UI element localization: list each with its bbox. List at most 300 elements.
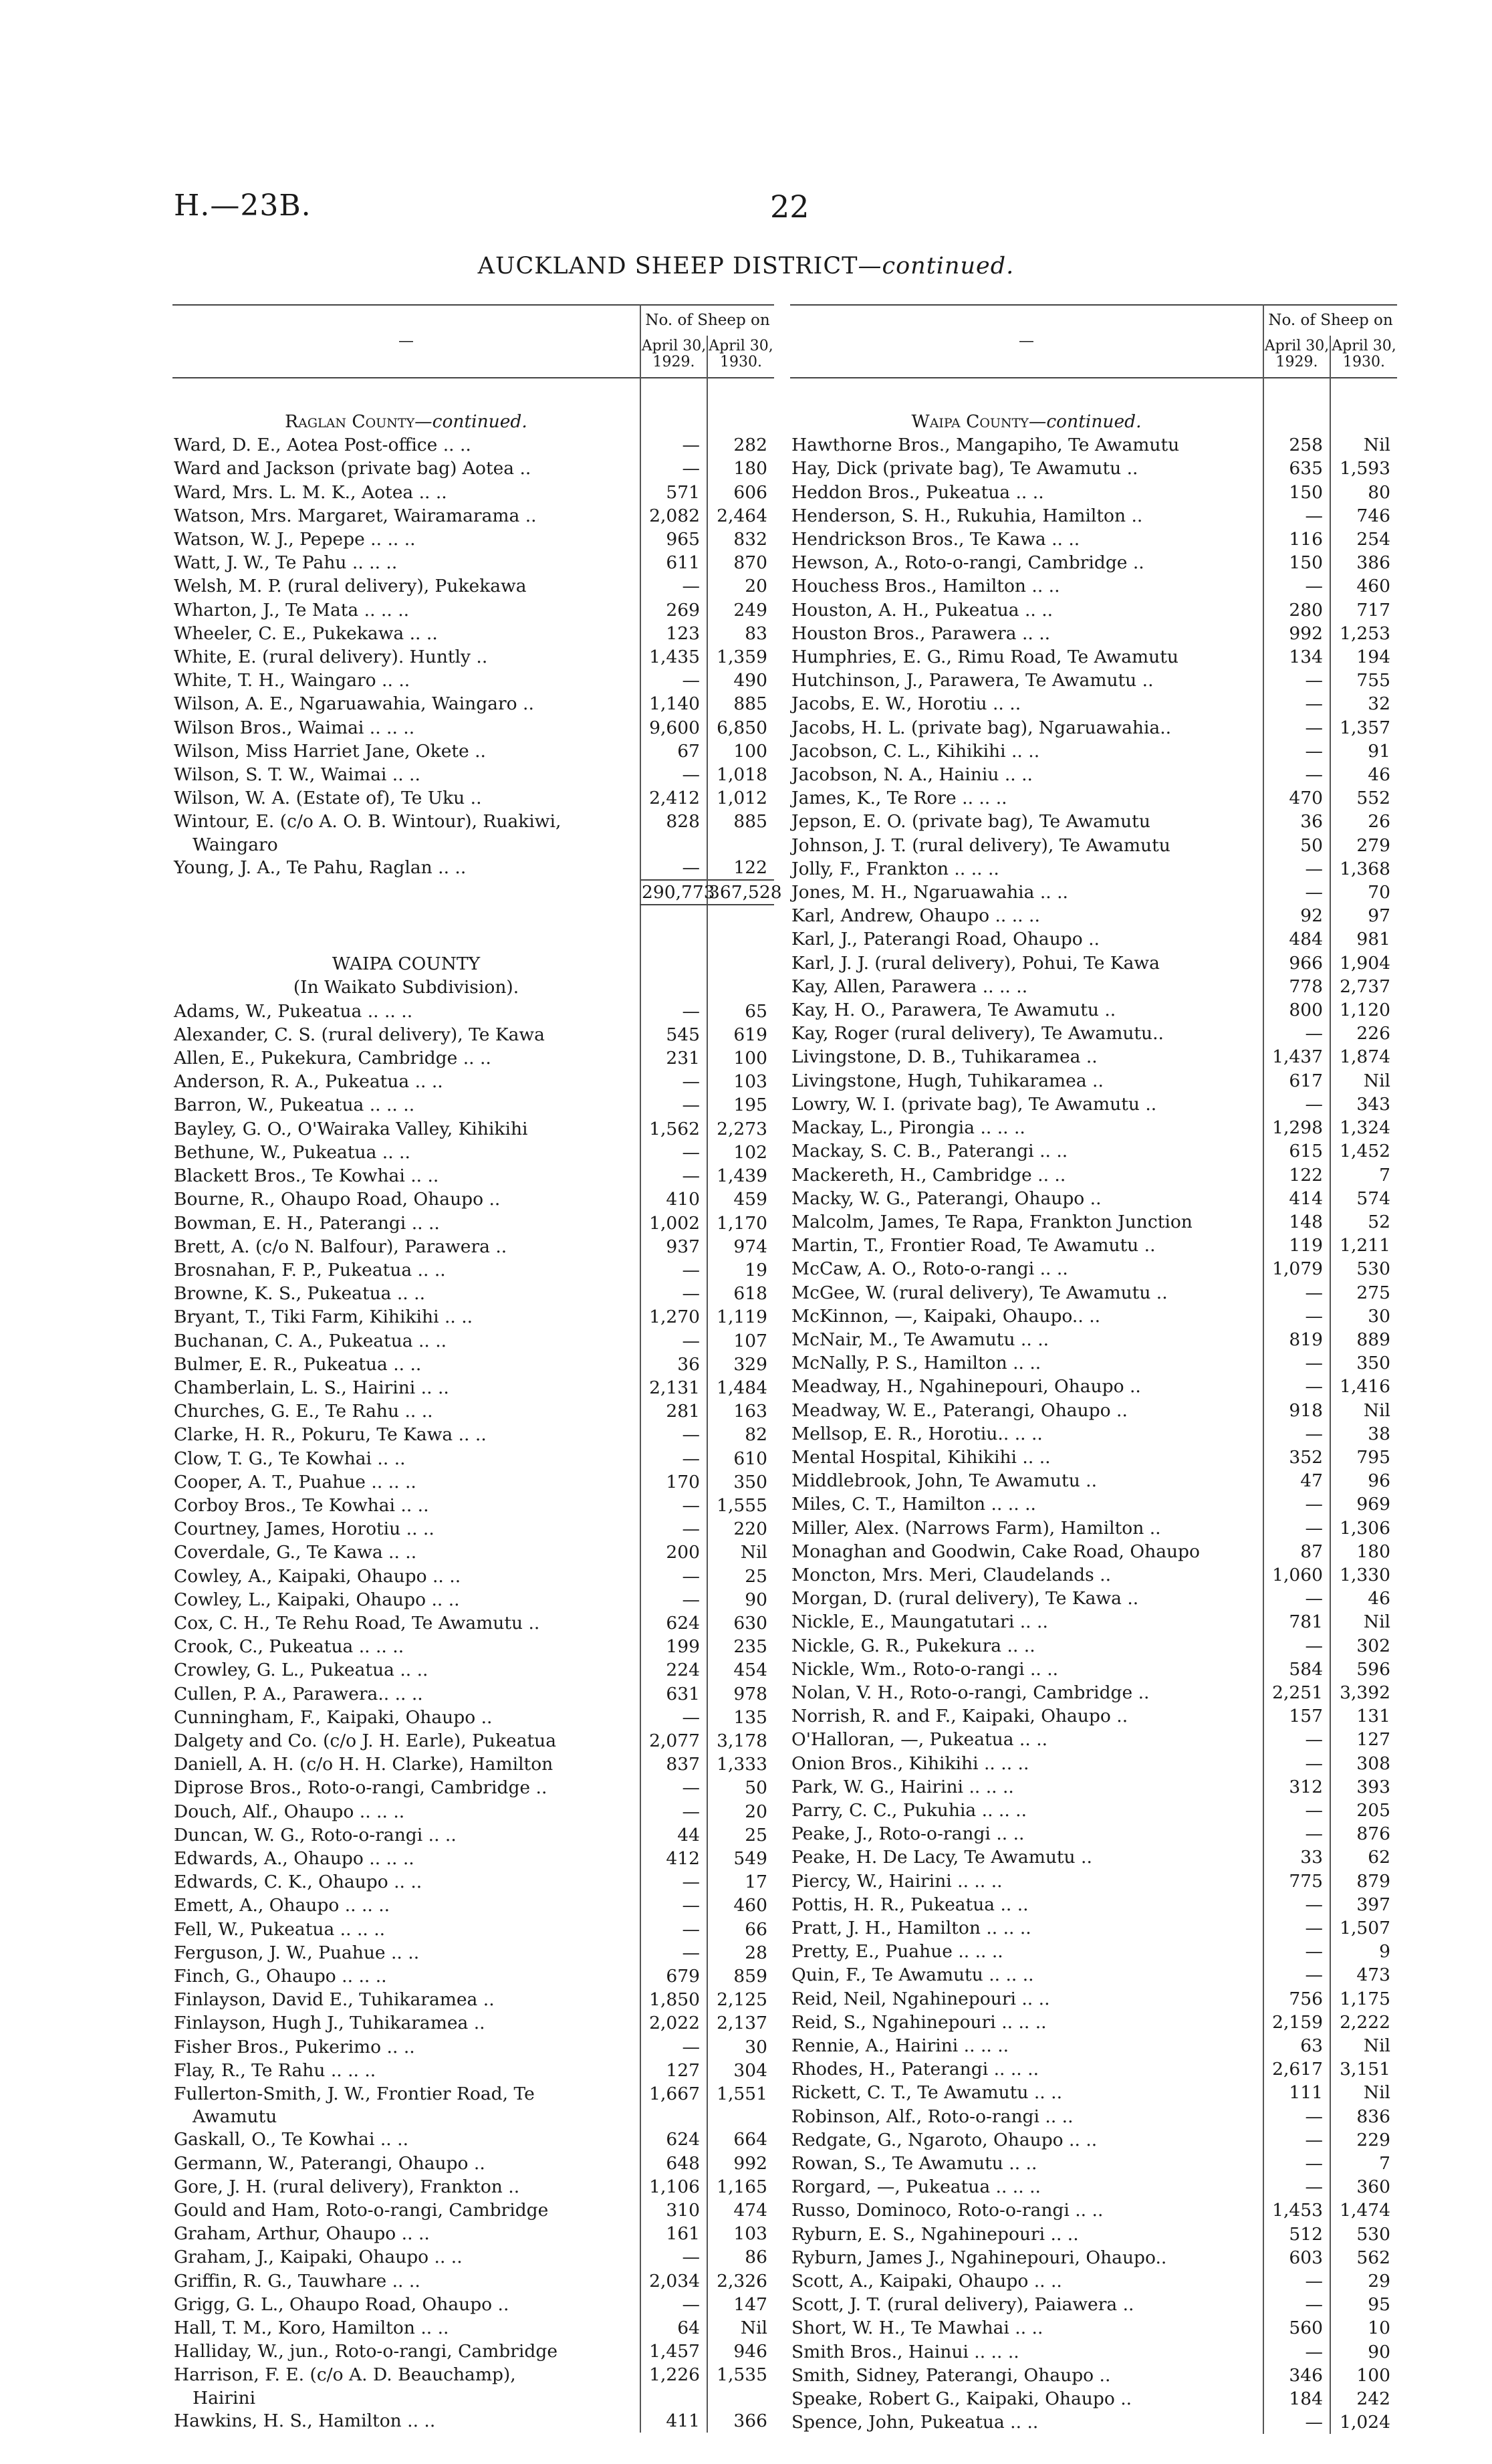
holder-name: Halliday, W., jun., Roto-o-rangi, Cambridge: [174, 2341, 558, 2362]
holder-name: Hewson, A., Roto-o-rangi, Cambridge ..: [791, 552, 1144, 574]
table-row: [172, 1000, 774, 1023]
sheep-count-1929: [640, 2106, 707, 2128]
sheep-count-1930: 795: [1330, 1446, 1397, 1469]
sheep-count-1929: —: [640, 1000, 707, 1023]
table-row: [790, 1422, 1397, 1446]
sheep-count-1929: —: [1263, 669, 1330, 692]
sheep-count-1930: 755: [1330, 669, 1397, 692]
sheep-count-1929: —: [1263, 2269, 1330, 2293]
holder-name: Rennie, A., Hairini .. .. ..: [791, 2035, 1009, 2057]
sheep-count-1929: —: [1263, 1728, 1330, 1751]
sheep-count-1929: 545: [640, 1023, 707, 1046]
sheep-count-1930: 618: [707, 1282, 774, 1305]
sheep-count-1929: 800: [1263, 998, 1330, 1022]
holder-name: Moncton, Mrs. Meri, Claudelands ..: [791, 1564, 1112, 1585]
table-row: [172, 504, 774, 528]
sheep-count-1929: —: [1263, 1799, 1330, 1822]
sheep-count-1930: 1,416: [1330, 1375, 1397, 1398]
sheep-count-1930: 96: [1330, 1469, 1397, 1492]
table-row: [790, 904, 1397, 927]
sheep-count-1929: 512: [1263, 2223, 1330, 2246]
sheep-count-1929: —: [640, 457, 707, 480]
table-row: [172, 1329, 774, 1353]
sheep-count-1930: 1,165: [707, 2175, 774, 2199]
sheep-count-1930: 473: [1330, 1963, 1397, 1987]
holder-name: Henderson, S. H., Rukuhia, Hamilton ..: [791, 505, 1143, 526]
sheep-count-1929: 1,226: [640, 2363, 707, 2386]
sheep-count-1930: 131: [1330, 1704, 1397, 1728]
holder-name: Reid, Neil, Ngahinepouri .. ..: [791, 1988, 1050, 2009]
table-row: [172, 2293, 774, 2316]
holder-name: Jolly, F., Frankton .. .. ..: [791, 858, 999, 879]
sheep-count-1929: 116: [1263, 528, 1330, 551]
table-row: [790, 1069, 1397, 1093]
sheep-count-1930: [707, 2387, 774, 2409]
waipa-county-heading: Waipa County—continued.: [911, 411, 1142, 432]
holder-name: Norrish, R. and F., Kaipaki, Ohaupo ..: [791, 1706, 1128, 1727]
table-row: [790, 1610, 1397, 1634]
sheep-count-1929: 150: [1263, 551, 1330, 574]
table-row: [790, 763, 1397, 786]
sheep-count-1929: 200: [640, 1541, 707, 1564]
sheep-count-1929: 150: [1263, 481, 1330, 504]
table-row: [172, 481, 774, 504]
table-row: [790, 1845, 1397, 1869]
sheep-count-1929: —: [1263, 740, 1330, 763]
holder-name: Brett, A. (c/o N. Balfour), Parawera ..: [174, 1236, 507, 1257]
sheep-count-1929: —: [640, 574, 707, 598]
sheep-count-1929: —: [640, 856, 707, 880]
holder-name: Pretty, E., Puahue .. .. ..: [791, 1941, 1003, 1963]
sheep-count-1930: 90: [1330, 2340, 1397, 2364]
sheep-count-1930: 66: [707, 1918, 774, 1941]
holder-name: Reid, S., Ngahinepouri .. .. ..: [791, 2011, 1047, 2033]
sheep-count-1930: 2,326: [707, 2269, 774, 2293]
sheep-count-1930: 1,170: [707, 1212, 774, 1235]
holder-name: Livingstone, Hugh, Tuhikaramea ..: [791, 1070, 1104, 1091]
header-1930: April 30, 1930.: [707, 336, 774, 378]
sheep-count-1930: 7: [1330, 2152, 1397, 2175]
table-row: [172, 1494, 774, 1517]
table-row: [790, 598, 1397, 622]
sheep-count-1930: 163: [707, 1399, 774, 1423]
sheep-count-1929: —: [1263, 763, 1330, 786]
sheep-count-1930: 1,535: [707, 2363, 774, 2386]
holder-name: Ward, Mrs. L. M. K., Aotea .. ..: [174, 481, 447, 503]
table-row: [172, 1235, 774, 1258]
sheep-count-1930: 9: [1330, 1940, 1397, 1963]
holder-name: Bowman, E. H., Paterangi .. ..: [174, 1212, 440, 1234]
table-row: [172, 1023, 774, 1046]
holder-name: Wheeler, C. E., Pukekawa .. ..: [174, 623, 438, 644]
table-row: [790, 2316, 1397, 2340]
table-row: [790, 951, 1397, 975]
sheep-count-1929: —: [1263, 1422, 1330, 1446]
waipa-county-heading: WAIPA COUNTY: [332, 954, 481, 975]
sheep-count-1929: —: [1263, 881, 1330, 904]
sheep-count-1930: 19: [707, 1258, 774, 1282]
sheep-count-1930: 135: [707, 1706, 774, 1729]
table-row: [172, 1565, 774, 1588]
holder-name: Edwards, A., Ohaupo .. .. ..: [174, 1847, 414, 1869]
holder-name: Waingaro: [193, 834, 278, 855]
holder-name: Smith, Sidney, Paterangi, Ohaupo ..: [791, 2364, 1111, 2386]
holder-name: Humphries, E. G., Rimu Road, Te Awamutu: [791, 647, 1178, 668]
table-row: [790, 1328, 1397, 1351]
table-row: [790, 2246, 1397, 2269]
holder-name: Ryburn, E. S., Ngahinepouri .. ..: [791, 2223, 1079, 2245]
table-row: [172, 1823, 774, 1847]
holder-name: Wilson, S. T. W., Waimai .. ..: [174, 764, 420, 786]
sheep-count-1929: 231: [640, 1046, 707, 1070]
sheep-count-1929: 280: [1263, 598, 1330, 622]
table-row: [172, 2387, 774, 2409]
sheep-count-1929: 1,437: [1263, 1045, 1330, 1069]
holder-name: Blackett Bros., Te Kowhai .. ..: [174, 1165, 439, 1187]
sheep-count-1929: —: [1263, 2128, 1330, 2152]
sheep-count-1930: 2,273: [707, 1117, 774, 1141]
holder-name: Karl, Andrew, Ohaupo .. .. ..: [791, 905, 1040, 927]
holder-name: Awamutu: [193, 2106, 277, 2128]
table-row: [172, 1918, 774, 1941]
header-dash: —: [1019, 332, 1034, 350]
sheep-count-1929: —: [1263, 2293, 1330, 2316]
table-row: [790, 2105, 1397, 2128]
holder-name: O'Halloran, —, Pukeatua .. ..: [791, 1729, 1048, 1751]
sheep-count-1929: 1,435: [640, 645, 707, 669]
holder-name: Bryant, T., Tiki Farm, Kihikihi .. ..: [174, 1307, 473, 1328]
sheep-count-1929: 224: [640, 1658, 707, 1682]
table-row: [790, 2411, 1397, 2434]
sheep-count-1929: 1,079: [1263, 1257, 1330, 1280]
raglan-county-heading: Raglan County—continued.: [285, 411, 527, 432]
table-row: [790, 2152, 1397, 2175]
sheep-count-1929: 611: [640, 551, 707, 574]
table-row: [172, 528, 774, 551]
sheep-count-1929: 64: [640, 2316, 707, 2340]
sheep-count-1929: 63: [1263, 2034, 1330, 2057]
table-row: [172, 1541, 774, 1564]
sheep-count-1929: —: [1263, 692, 1330, 715]
holder-name: Miller, Alex. (Narrows Farm), Hamilton ..: [791, 1517, 1161, 1539]
sheep-count-1930: 885: [707, 692, 774, 715]
table-row: [172, 1800, 774, 1823]
holder-name: Corboy Bros., Te Kowhai .. ..: [174, 1494, 429, 1516]
table-row: [790, 1305, 1397, 1328]
table-row: [790, 857, 1397, 881]
holder-name: Rhodes, H., Paterangi .. .. ..: [791, 2059, 1039, 2080]
sheep-count-1929: 648: [640, 2152, 707, 2175]
sheep-count-1929: —: [640, 1776, 707, 1799]
sheep-count-1929: —: [640, 1329, 707, 1353]
table-row: [790, 1234, 1397, 1257]
holder-name: Mackereth, H., Cambridge .. ..: [791, 1164, 1066, 1186]
table-row: [790, 2081, 1397, 2104]
holder-name: White, E. (rural delivery). Huntly ..: [174, 647, 488, 668]
sheep-count-1929: 819: [1263, 1328, 1330, 1351]
sheep-count-1929: —: [640, 1870, 707, 1894]
table-row: [790, 1587, 1397, 1610]
sheep-count-1930: 350: [1330, 1351, 1397, 1375]
sheep-count-1929: 1,002: [640, 1212, 707, 1235]
holder-name: Middlebrook, John, Te Awamutu ..: [791, 1470, 1098, 1492]
table-row: [172, 1965, 774, 1988]
holder-name: Quin, F., Te Awamutu .. .. ..: [791, 1965, 1034, 1986]
sheep-count-1930: 1,507: [1330, 1916, 1397, 1940]
sheep-count-1930: 2,464: [707, 504, 774, 528]
table-row: [172, 1753, 774, 1776]
table-row: [172, 1658, 774, 1682]
sheep-count-1930: 1,368: [1330, 857, 1397, 881]
holder-name: Griffin, R. G., Tauwhare .. ..: [174, 2270, 420, 2291]
sheep-count-1929: 2,022: [640, 2011, 707, 2035]
table-row: [790, 2128, 1397, 2152]
sheep-count-1930: 62: [1330, 1845, 1397, 1869]
holder-name: Hall, T. M., Koro, Hamilton .. ..: [174, 2318, 449, 2339]
holder-name: Cowley, L., Kaipaki, Ohaupo .. ..: [174, 1589, 460, 1610]
sheep-count-1929: —: [640, 1588, 707, 1611]
table-row: [790, 2175, 1397, 2199]
holder-name: Finlayson, David E., Tuhikaramea ..: [174, 1989, 495, 2011]
sheep-count-1929: 635: [1263, 457, 1330, 480]
sheep-count-1929: 2,617: [1263, 2057, 1330, 2081]
holder-name: Fell, W., Pukeatua .. .. ..: [174, 1918, 386, 1940]
sheep-count-1929: —: [1263, 574, 1330, 598]
sheep-count-1929: —: [1263, 1093, 1330, 1116]
sheep-count-1930: 100: [707, 1046, 774, 1070]
sheep-count-1929: 411: [640, 2409, 707, 2433]
table-row: [172, 1046, 774, 1070]
sheep-count-1929: 1,270: [640, 1305, 707, 1329]
sheep-count-1929: 346: [1263, 2364, 1330, 2387]
holder-name: Smith Bros., Hainui .. .. ..: [791, 2341, 1019, 2362]
table-row: [790, 1728, 1397, 1751]
holder-name: Scott, J. T. (rural delivery), Paiawera ..: [791, 2294, 1134, 2316]
sheep-count-1929: 584: [1263, 1658, 1330, 1681]
header-1930: April 30, 1930.: [1330, 336, 1397, 378]
sheep-count-1929: —: [1263, 1587, 1330, 1610]
table-row: [172, 1894, 774, 1917]
holder-name: Duncan, W. G., Roto-o-rangi .. ..: [174, 1824, 457, 1845]
header-dash: —: [398, 332, 414, 350]
sheep-count-1929: 617: [1263, 1069, 1330, 1093]
holder-name: Bourne, R., Ohaupo Road, Ohaupo ..: [174, 1189, 501, 1210]
holder-name: McNally, P. S., Hamilton .. ..: [791, 1353, 1041, 1374]
table-row: [790, 1093, 1397, 1116]
table-row: [790, 1210, 1397, 1234]
table-row: [790, 1022, 1397, 1045]
table-row: [172, 1305, 774, 1329]
sheep-count-1929: 157: [1263, 1704, 1330, 1728]
holder-name: Edwards, C. K., Ohaupo .. ..: [174, 1872, 422, 1893]
sheep-count-1930: 1,904: [1330, 951, 1397, 975]
sheep-count-1930: 1,330: [1330, 1563, 1397, 1587]
sheep-count-1930: 52: [1330, 1210, 1397, 1234]
table-row: [790, 881, 1397, 904]
holder-name: Wilson, Miss Harriet Jane, Okete ..: [174, 740, 486, 762]
sheep-count-1929: [640, 2387, 707, 2409]
holder-name: Diprose Bros., Roto-o-rangi, Cambridge ..: [174, 1777, 547, 1799]
table-row: [790, 1775, 1397, 1799]
table-row: [790, 834, 1397, 857]
sheep-count-1930: 386: [1330, 551, 1397, 574]
table-row: [172, 692, 774, 715]
sheep-count-1929: 992: [1263, 622, 1330, 645]
sheep-count-1930: 29: [1330, 2269, 1397, 2293]
sheep-count-1929: 199: [640, 1635, 707, 1658]
holder-name: McNair, M., Te Awamutu .. ..: [791, 1329, 1049, 1350]
sheep-count-1929: 310: [640, 2199, 707, 2222]
sheep-count-1930: 460: [707, 1894, 774, 1917]
holder-name: Young, J. A., Te Pahu, Raglan .. ..: [174, 857, 467, 879]
holder-name: Lowry, W. I. (private bag), Te Awamutu ..: [791, 1093, 1157, 1115]
sheep-count-1930: 242: [1330, 2387, 1397, 2411]
table-row: [790, 2034, 1397, 2057]
table-row: [172, 1282, 774, 1305]
table-row: [790, 433, 1397, 457]
sheep-count-1930: 46: [1330, 1587, 1397, 1610]
sheep-count-1929: —: [1263, 1634, 1330, 1658]
holder-name: Hawthorne Bros., Mangapiho, Te Awamutu: [791, 435, 1180, 456]
sheep-count-1930: 122: [707, 856, 774, 880]
holder-name: Adams, W., Pukeatua .. .. ..: [174, 1000, 413, 1022]
sheep-count-1930: Nil: [1330, 1069, 1397, 1093]
table-row: [172, 1447, 774, 1470]
sheep-count-1929: —: [1263, 1492, 1330, 1516]
table-row: [172, 1376, 774, 1399]
sheep-count-1930: 20: [707, 574, 774, 598]
sheep-count-1930: 3,151: [1330, 2057, 1397, 2081]
table-row: [790, 1163, 1397, 1187]
holder-name: Jacobs, H. L. (private bag), Ngaruawahia..: [791, 717, 1172, 738]
sheep-count-1929: 828: [640, 810, 707, 833]
holder-name: Finlayson, Hugh J., Tuhikaramea ..: [174, 2013, 485, 2034]
holder-name: Mental Hospital, Kihikihi .. ..: [791, 1446, 1051, 1468]
holder-name: McCaw, A. O., Roto-o-rangi .. ..: [791, 1258, 1068, 1280]
sheep-count-1930: 6,850: [707, 716, 774, 740]
table-row: [790, 1540, 1397, 1563]
sheep-count-1930: 10: [1330, 2316, 1397, 2340]
sheep-count-1930: 606: [707, 481, 774, 504]
table-row: [172, 2222, 774, 2245]
sheep-count-1929: 1,457: [640, 2340, 707, 2363]
sheep-count-1930: 393: [1330, 1775, 1397, 1799]
table-row: [790, 1987, 1397, 2011]
table-row: [790, 457, 1397, 480]
table-row: [172, 786, 774, 810]
sheep-count-1929: —: [640, 433, 707, 457]
holder-name: Peake, H. De Lacy, Te Awamutu ..: [791, 1847, 1092, 1868]
sheep-count-1930: 229: [1330, 2128, 1397, 2152]
sheep-count-1929: [640, 834, 707, 856]
sheep-count-1930: 7: [1330, 1163, 1397, 1187]
sheep-count-1929: 36: [640, 1353, 707, 1376]
sheep-count-1929: 281: [640, 1399, 707, 1423]
holder-name: Bulmer, E. R., Pukeatua .. ..: [174, 1353, 422, 1375]
table-row: [790, 1681, 1397, 1704]
holder-name: Mackay, L., Pirongia .. .. ..: [791, 1117, 1025, 1139]
table-row: [172, 2059, 774, 2082]
sheep-count-1930: 304: [707, 2059, 774, 2082]
sheep-count-1930: 974: [707, 1235, 774, 1258]
holder-name: Jacobson, N. A., Hainiu .. ..: [791, 764, 1033, 786]
table-row: [790, 998, 1397, 1022]
sheep-count-1929: 918: [1263, 1399, 1330, 1422]
sheep-count-1930: 879: [1330, 1870, 1397, 1893]
holder-name: Crowley, G. L., Pukeatua .. ..: [174, 1660, 428, 1681]
table-row: [790, 927, 1397, 951]
sheep-count-1930: 889: [1330, 1328, 1397, 1351]
sheep-count-1930: 279: [1330, 834, 1397, 857]
header-1929: April 30, 1929.: [640, 336, 707, 378]
sheep-count-1929: —: [640, 1423, 707, 1446]
sheep-count-1930: 978: [707, 1682, 774, 1706]
sheep-count-1929: 2,082: [640, 504, 707, 528]
table-row: [790, 1139, 1397, 1163]
holder-name: Nickle, Wm., Roto-o-rangi .. ..: [791, 1658, 1059, 1680]
sheep-count-1929: 1,106: [640, 2175, 707, 2199]
sheep-count-1929: 631: [640, 1682, 707, 1706]
sheep-count-1930: 25: [707, 1823, 774, 1847]
table-row: [172, 669, 774, 692]
raglan-total-1930: 367,528: [707, 880, 774, 905]
table-row: [172, 2340, 774, 2363]
holder-name: Barron, W., Pukeatua .. .. ..: [174, 1095, 415, 1116]
sheep-count-1930: 549: [707, 1847, 774, 1870]
sheep-count-1930: 25: [707, 1565, 774, 1588]
holder-name: White, T. H., Waingaro .. ..: [174, 670, 410, 691]
sheep-count-1930: 329: [707, 1353, 774, 1376]
sheep-count-1930: 86: [707, 2245, 774, 2269]
holder-name: Malcolm, James, Te Rapa, Frankton Junction: [791, 1211, 1193, 1232]
table-row: [790, 692, 1397, 715]
sheep-count-1929: 615: [1263, 1139, 1330, 1163]
holder-name: Jacobs, E. W., Horotiu .. ..: [791, 693, 1021, 715]
holder-name: Clow, T. G., Te Kowhai .. ..: [174, 1448, 406, 1469]
sheep-count-1930: 17: [707, 1870, 774, 1894]
sheep-count-1929: 781: [1263, 1610, 1330, 1634]
sheep-count-1929: 966: [1263, 951, 1330, 975]
sheep-count-1929: 624: [640, 1611, 707, 1635]
holder-name: Miles, C. T., Hamilton .. .. ..: [791, 1494, 1036, 1515]
table-row: [790, 481, 1397, 504]
sheep-count-1930: 460: [1330, 574, 1397, 598]
table-row: [172, 834, 774, 856]
sheep-count-1929: —: [640, 1494, 707, 1517]
sheep-count-1930: 574: [1330, 1187, 1397, 1210]
header-group-label: No. of Sheep on: [640, 305, 774, 336]
holder-name: Pottis, H. R., Pukeatua .. ..: [791, 1894, 1029, 1915]
sheep-count-1929: 414: [1263, 1187, 1330, 1210]
table-row: [790, 1658, 1397, 1681]
sheep-count-1930: 992: [707, 2152, 774, 2175]
table-row: [790, 1963, 1397, 1987]
table-row: [790, 1375, 1397, 1398]
sheep-count-1930: 65: [707, 1000, 774, 1023]
holder-name: Redgate, G., Ngaroto, Ohaupo .. ..: [791, 2129, 1098, 2150]
sheep-count-1930: 717: [1330, 598, 1397, 622]
sheep-count-1929: 775: [1263, 1870, 1330, 1893]
sheep-count-1929: 756: [1263, 1987, 1330, 2011]
sheep-count-1929: —: [640, 2035, 707, 2059]
sheep-count-1930: 102: [707, 1141, 774, 1164]
table-row: [172, 1188, 774, 1211]
table-row: [172, 1988, 774, 2011]
sheep-count-1930: 397: [1330, 1893, 1397, 1916]
holder-name: Ryburn, James J., Ngahinepouri, Ohaupo..: [791, 2247, 1167, 2268]
sheep-count-1930: 664: [707, 2128, 774, 2151]
holder-name: Houchess Bros., Hamilton .. ..: [791, 576, 1060, 597]
